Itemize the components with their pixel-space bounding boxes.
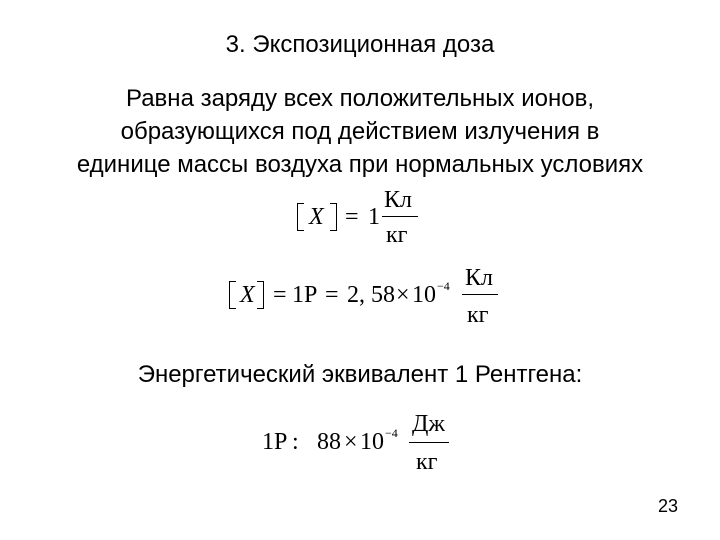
equals-sign: = <box>345 204 359 230</box>
page-number: 23 <box>657 496 678 516</box>
slide-title: 3. Экспозиционная доза <box>225 31 495 58</box>
power-base: 10 <box>360 429 384 455</box>
formula-variable: X <box>240 282 255 308</box>
times-sign: × <box>396 282 410 308</box>
paragraph-line: Равна заряду всех положительных ионов, <box>126 85 594 112</box>
fraction-bar <box>409 442 449 443</box>
fraction-numerator: Кл <box>465 265 493 291</box>
times-sign: × <box>344 429 358 455</box>
fraction-denominator: кг <box>467 302 489 328</box>
numeric-value: 88 <box>317 429 341 455</box>
fraction-numerator: Кл <box>384 187 412 213</box>
fraction-denominator: кг <box>386 222 408 248</box>
energy-equivalent-label: Энергетический эквивалент 1 Рентгена: <box>137 361 583 388</box>
formula-coefficient: 1 <box>368 204 380 230</box>
relation-sign: : <box>292 429 299 455</box>
equals-sign: = <box>273 282 287 308</box>
roentgen-value: 1Р <box>262 429 288 455</box>
roentgen-value: 1Р <box>292 282 318 308</box>
equals-sign: = <box>325 282 339 308</box>
power-base: 10 <box>412 282 436 308</box>
power-exponent: −4 <box>385 426 398 440</box>
paragraph-line: единице массы воздуха при нормальных условиях <box>76 151 644 178</box>
power-exponent: −4 <box>437 279 450 293</box>
numeric-value: 2, 58 <box>347 282 395 308</box>
fraction-denominator: кг <box>416 449 438 475</box>
fraction-numerator: Дж <box>412 411 445 437</box>
formula-variable: X <box>309 204 324 230</box>
paragraph-line: образующихся под действием излучения в <box>120 118 600 145</box>
